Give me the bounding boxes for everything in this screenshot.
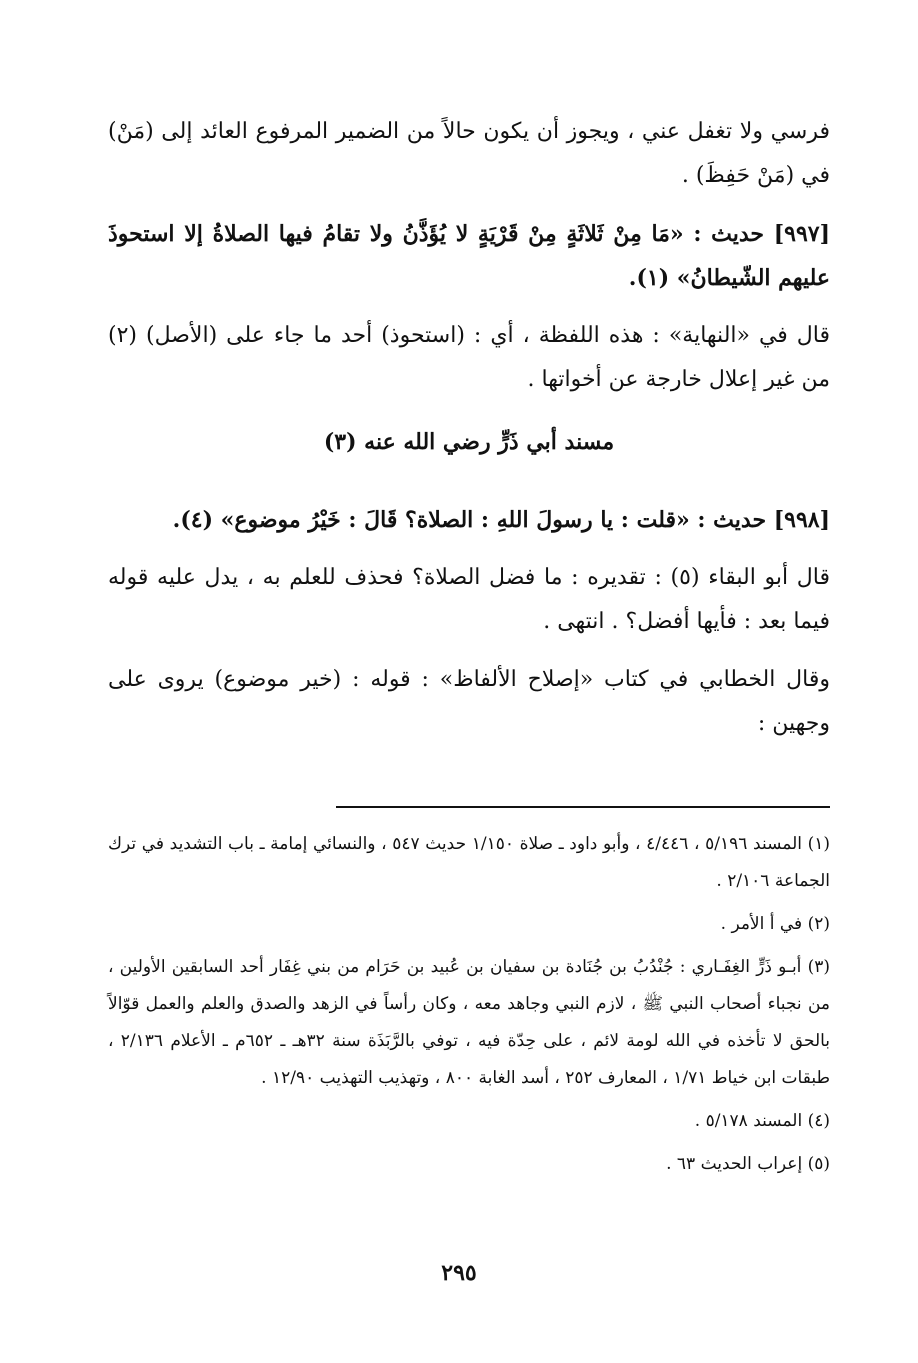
footnote-2: (٢) في أ الأمر . <box>720 914 830 934</box>
section-heading: مسند أبي ذَرٍّ رضي الله عنه (٣) <box>323 429 615 455</box>
paragraph-nihaya: قال في «النهاية» : هذه اللفظة ، أي : (استحوذ) أحد ما جاء على (الأصل) (٢) من غير إعلال خارجة عن أخواتها . <box>108 323 830 392</box>
page-number: ٢٩٥ <box>441 1260 477 1286</box>
hadith-998: [٩٩٨] حديث : «قلت : يا رسولَ اللهِ : الصلاة؟ قَالَ : خَيْرُ موضوع» (٤). <box>172 507 830 533</box>
paragraph-1: فرسي ولا تغفل عني ، ويجوز أن يكون حالاً من الضمير المرفوع العائد إلى (مَنْ) في (مَنْ حَفِظَ) . <box>108 119 830 188</box>
paragraph-khattabi: وقال الخطابي في كتاب «إصلاح الألفاظ» : قوله : (خير موضوع) يروى على وجهين : <box>108 667 830 736</box>
hadith-997: [٩٩٧] حديث : «مَا مِنْ ثَلاثَةٍ مِنْ قَرْيَةٍ لا يُؤَذَّنُ ولا تقامُ فيها الصلاةُ إلا استحوذَ عليهم الشّيطانُ» (١). <box>108 221 830 291</box>
footnote-divider <box>336 806 830 808</box>
footnote-3: (٣) أبـو ذَرٍّ الغِفَـاري : جُنْدُبُ بن جُنَادة بن سفيان بن عُبيد بن حَرَام من بني غِفَار أحد السابقين الأولين ، من نجباء أصحاب النبي ﷺ ، لازم النبي وجاهد معه ، وكان رأساً في الزهد والصدق والعلم والعمل قوّالاً بالحق لا تأخذه في الله لومة لائم ، على حِدّة فيه ، توفي بالرَّبَذَة سنة ٣٢هـ ـ ٦٥٢م ـ الأعلام ٢/١٣٦ ، طبقات ابن خياط ١/٧١ ، المعارف ٢٥٢ ، أسد الغابة ٨٠٠ ، وتهذيب التهذيب ١٢/٩٠ . <box>108 957 831 1088</box>
footnote-5: (٥) إعراب الحديث ٦٣ . <box>666 1154 830 1174</box>
footnotes <box>108 826 830 1189</box>
footnote-1: (١) المسند ٥/١٩٦ ، ٤/٤٤٦ ، وأبو داود ـ صلاة ١/١٥٠ حديث ٥٤٧ ، والنسائي إمامة ـ باب التشديد في ترك الجماعة ٢/١٠٦ . <box>108 834 830 891</box>
paragraph-abu-albaqa: قال أبو البقاء (٥) : تقديره : ما فضل الصلاة؟ فحذف للعلم به ، يدل عليه قوله فيما بعد : فأيها أفضل؟ . انتهى . <box>108 565 830 634</box>
footnote-4: (٤) المسند ٥/١٧٨ . <box>694 1111 830 1131</box>
main-text <box>108 110 830 746</box>
